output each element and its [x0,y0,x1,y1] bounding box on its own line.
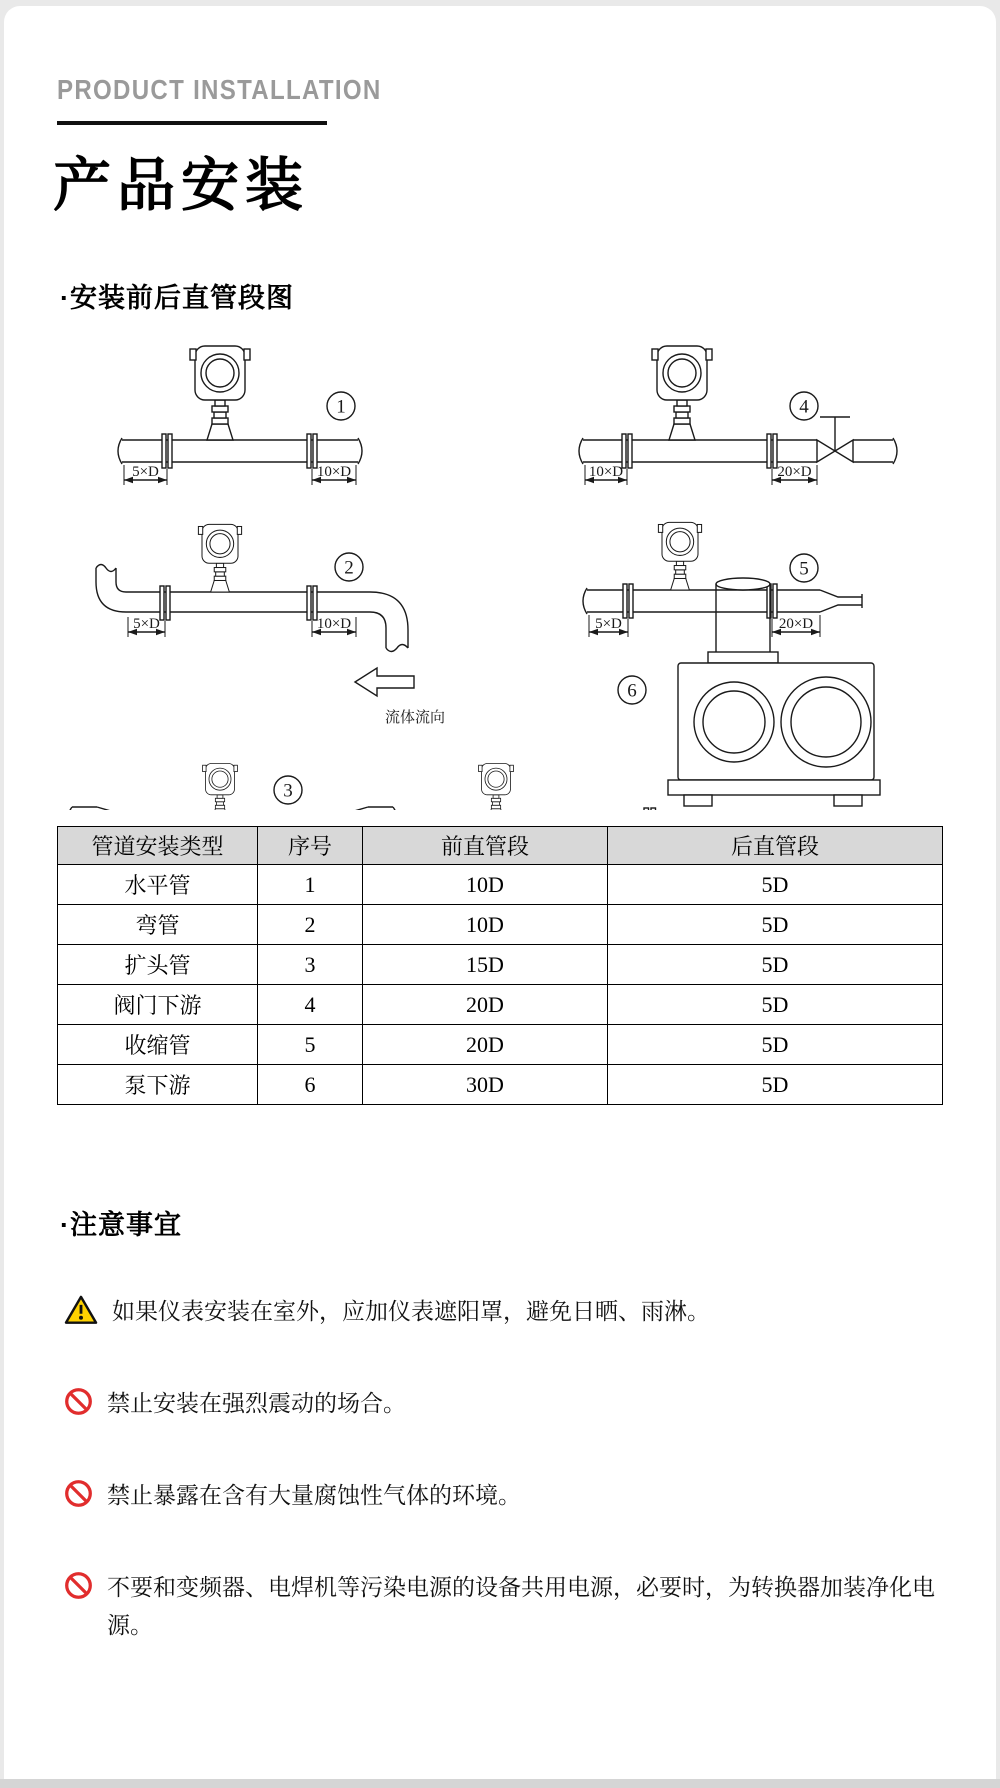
dimension-label: 10×D [316,616,352,632]
diagram-number: 6 [627,680,637,702]
note-text: 禁止安装在强烈震动的场合。 [107,1390,406,1416]
table-cell: 6 [258,1065,363,1105]
diagram-number: 2 [344,557,354,579]
note-text: 如果仪表安装在室外，应加仪表遮阳罩，避免日晒、雨淋。 [112,1298,710,1324]
eyebrow-title: PRODUCT INSTALLATION [57,74,382,105]
notes-list [64,1292,944,1698]
dimension-label: 10×D [316,464,352,480]
flow-direction-label: 流体流向 [384,710,446,726]
prohibited-icon [64,1387,93,1416]
table-row [58,1025,943,1065]
note-item [64,1476,944,1514]
footer-strip [0,1779,1000,1788]
pipe-diagrams-svg [40,330,960,810]
note-text: 不要和变频器、电焊机等污染电源的设备共用电源，必要时，为转换器加装净化电源。 [107,1574,935,1638]
table-header-cell: 序号 [258,827,363,865]
straight-pipe-diagram-figure [40,330,960,810]
section-heading-notes: ·注意事宜 [60,1210,182,1240]
dimension-label: 5×D [132,464,159,480]
table-cell: 阀门下游 [58,985,258,1025]
table-cell: 3 [258,945,363,985]
table-cell: 5D [608,865,943,905]
diagram-number: 4 [799,396,809,418]
prohibited-icon [64,1479,93,1508]
straight-pipe-table [57,826,943,1105]
table-cell: 5D [608,945,943,985]
table-row [58,905,943,945]
table-cell: 5D [608,1065,943,1105]
table-header-row [58,827,943,865]
note-text: 禁止暴露在含有大量腐蚀性气体的环境。 [107,1482,521,1508]
diagram-number: 5 [799,558,809,580]
table-header-cell: 前直管段 [363,827,608,865]
table-cell: 20D [363,1025,608,1065]
table-cell: 5D [608,1025,943,1065]
table-header-cell: 管道安装类型 [58,827,258,865]
table-cell: 5 [258,1025,363,1065]
note-item [64,1292,944,1330]
table-cell: 2 [258,905,363,945]
table-cell: 泵下游 [58,1065,258,1105]
warning-icon [64,1295,98,1325]
table-header-cell: 后直管段 [608,827,943,865]
diagram-number: 3 [283,780,293,802]
dimension-label: 20×D [778,616,814,632]
table-body [58,865,943,1105]
note-item [64,1568,944,1644]
table-cell: 水平管 [58,865,258,905]
diagram-expander-pipe [68,763,397,810]
section-heading-diagrams: ·安装前后直管段图 [60,283,294,313]
table-cell: 10D [363,865,608,905]
dimension-label: 20×D [777,464,812,480]
table-cell: 收缩管 [58,1025,258,1065]
dimension-label: 5×D [133,616,160,632]
dimension-label: 10×D [588,464,624,480]
table-row [58,1065,943,1105]
title-underline [57,121,327,125]
dimension-label: 5×D [595,616,622,632]
table-cell: 弯管 [58,905,258,945]
diagram-horizontal-pipe [118,346,362,485]
page-title: 产品安装 [53,153,310,218]
table-cell: 4 [258,985,363,1025]
prohibited-icon [64,1571,93,1600]
table-row [58,865,943,905]
diagram-number: 1 [336,396,346,418]
table-cell: 扩头管 [58,945,258,985]
table-cell: 30D [363,1065,608,1105]
table-row [58,985,943,1025]
table-cell: 10D [363,905,608,945]
table-cell: 15D [363,945,608,985]
table-cell: 20D [363,985,608,1025]
table-cell: 1 [258,865,363,905]
note-item [64,1384,944,1422]
diagram-elbow-pipe [96,524,408,651]
diagram-pump-downstream [430,578,880,810]
table-cell: 5D [608,905,943,945]
table-cell: 5D [608,985,943,1025]
diagram-valve-downstream [579,346,897,485]
table-row [58,945,943,985]
flow-direction-arrow [355,668,445,726]
